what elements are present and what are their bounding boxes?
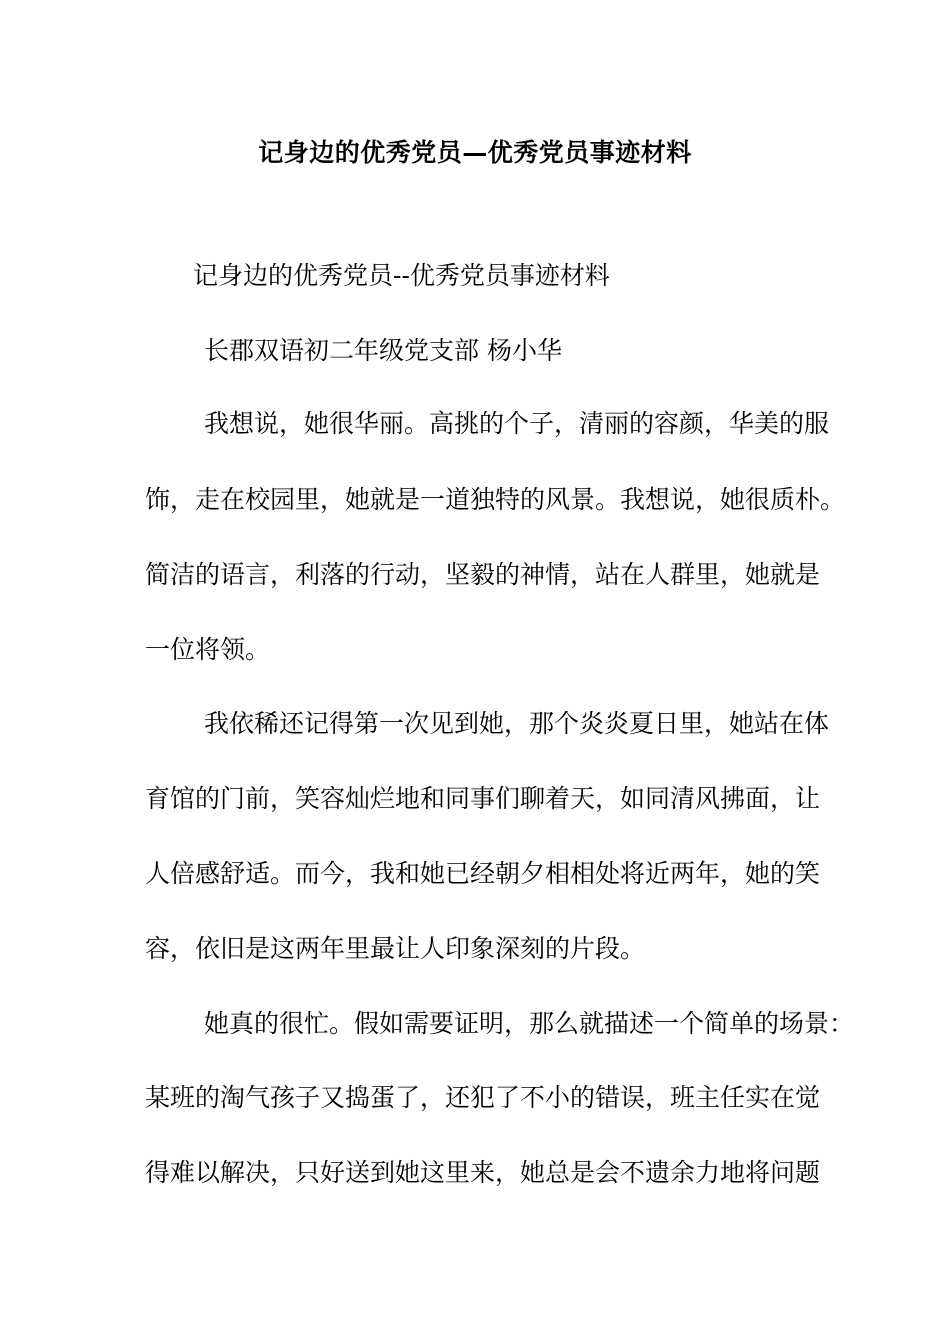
paragraph-2-line-3: 人倍感舒适。而今，我和她已经朝夕相相处将近两年，她的笑	[145, 859, 821, 888]
document-title: 记身边的优秀党员—优秀党员事迹材料	[258, 138, 692, 167]
paragraph-1-line-2: 饰，走在校园里，她就是一道独特的风景。我想说，她很质朴。	[145, 485, 846, 514]
paragraph-1-line-3: 简洁的语言，利落的行动，坚毅的神情，站在人群里，她就是	[145, 560, 821, 589]
subtitle-line: 记身边的优秀党员--优秀党员事迹材料	[193, 261, 610, 290]
author-line: 长郡双语初二年级党支部 杨小华	[204, 336, 562, 365]
paragraph-1-line-1: 我想说，她很华丽。高挑的个子，清丽的容颜，华美的服	[204, 409, 830, 438]
paragraph-2-line-2: 育馆的门前，笑容灿烂地和同事们聊着天，如同清风拂面，让	[145, 784, 821, 813]
paragraph-1-line-4: 一位将领。	[145, 635, 271, 664]
paragraph-3-line-1: 她真的很忙。假如需要证明，那么就描述一个简单的场景：	[204, 1009, 855, 1038]
paragraph-3-line-2: 某班的淘气孩子又捣蛋了，还犯了不小的错误，班主任实在觉	[145, 1083, 821, 1112]
paragraph-3-line-3: 得难以解决，只好送到她这里来，她总是会不遗余力地将问题	[145, 1158, 821, 1187]
paragraph-2-line-4: 容，依旧是这两年里最让人印象深刻的片段。	[145, 934, 646, 963]
paragraph-2-line-1: 我依稀还记得第一次见到她，那个炎炎夏日里，她站在体	[204, 709, 830, 738]
